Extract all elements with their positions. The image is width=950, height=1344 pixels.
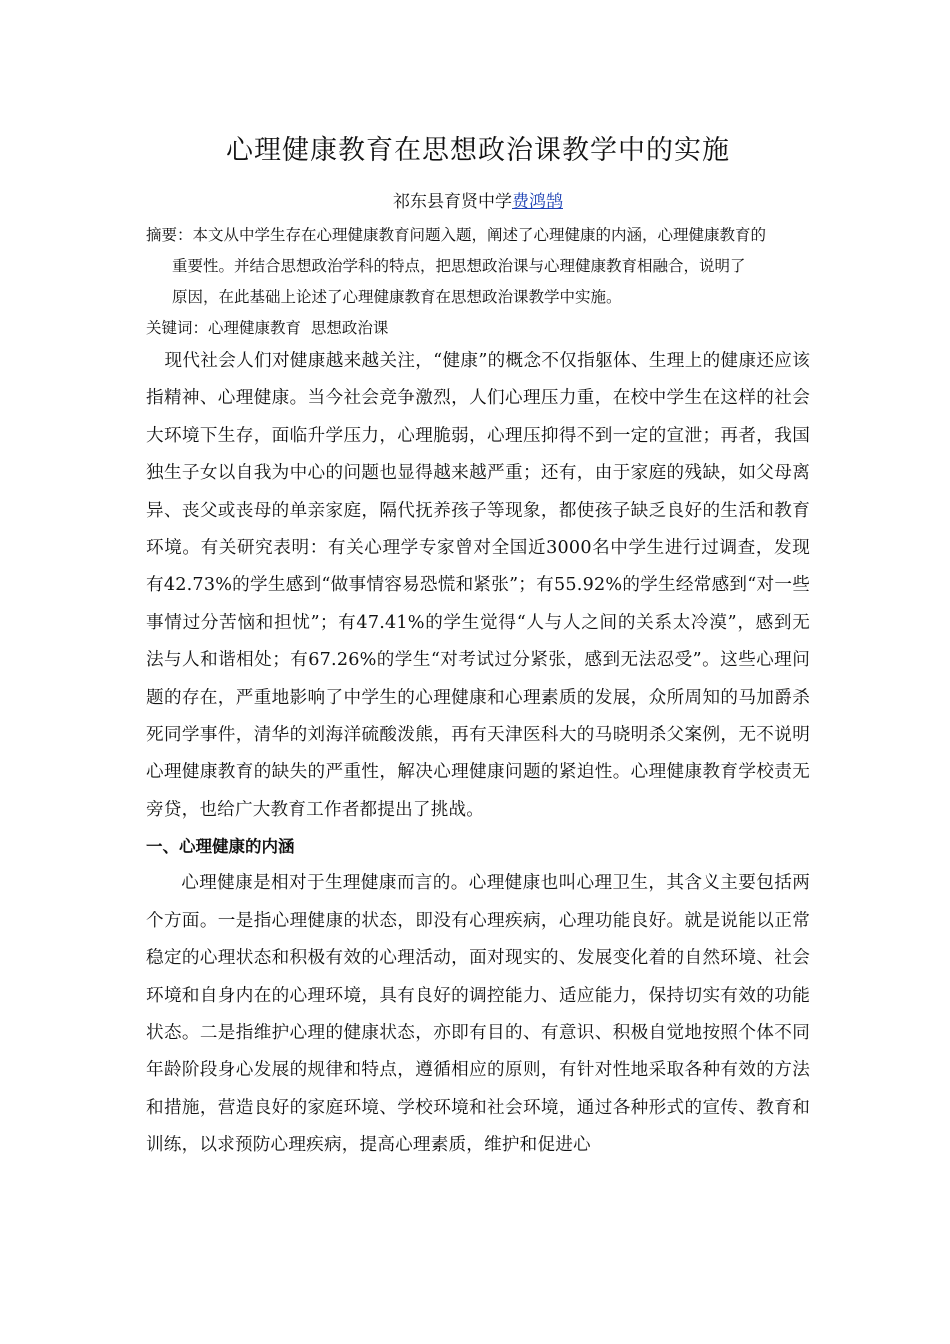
body-paragraph-1: 现代社会人们对健康越来越关注，“健康”的概念不仅指躯体、生理上的健康还应该指精神、心理健康。当今社会竞争激烈，人们心理压力重，在校中学生在这样的社会大环境下生存，面临升学压力，心理脆弱，心理压抑得不到一定的宣泄；再者，我国独生子女以自我为中心的问题也显得越来越严重；还有，由于家庭的残缺，如父母离异、丧父或丧母的单亲家庭，隔代抚养孩子等现象，都使孩子缺乏良好的生活和教育环境。有关研究表明：有关心理学专家曾对全国近3000名中学生进行过调查，发现有42.73%的学生感到“做事情容易恐慌和紧张”；有55.92%的学生经常感到“对一些事情过分苦恼和担忧”；有47.41%的学生觉得“人与人之间的关系太冷漠”，感到无法与人和谐相处；有67.26%的学生“对考试过分紧张，感到无法忍受”。这些心理问题的存在，严重地影响了中学生的心理健康和心理素质的发展，众所周知的马加爵杀死同学事件，清华的刘海洋硫酸泼熊，再有天津医科大的马晓明杀父案例，无不说明心理健康教育的缺失的严重性，解决心理健康问题的紧迫性。心理健康教育学校责无旁贷，也给广大教育工作者都提出了挑战。 — [146, 351, 810, 820]
keywords-text: 心理健康教育 思想政治课 — [208, 319, 389, 337]
author-school: 祁东县育贤中学 — [393, 192, 512, 212]
keywords-label: 关键词： — [146, 319, 209, 337]
abstract-line-1 — [146, 220, 810, 251]
abstract — [146, 220, 810, 313]
abstract-label: 摘要： — [146, 226, 193, 244]
body-paragraph-2: 心理健康是相对于生理健康而言的。心理健康也叫心理卫生，其含义主要包括两个方面。一是指心理健康的状态，即没有心理疾病，心理功能良好。就是说能以正常稳定的心理状态和积极有效的心理活动，面对现实的、发展变化着的自然环境、社会环境和自身内在的心理环境，具有良好的调控能力、适应能力，保持切实有效的功能状态。二是指维护心理的健康状态，亦即有目的、有意识、积极自觉地按照个体不同年龄阶段身心发展的规律和特点，遵循相应的原则，有针对性地采取各种有效的方法和措施，营造良好的家庭环境、学校环境和社会环境，通过各种形式的宣传、教育和训练，以求预防心理疾病，提高心理素质，维护和促进心 — [146, 873, 810, 1156]
abstract-line-2: 重要性。并结合思想政治学科的特点，把思想政治课与心理健康教育相融合，说明了 — [172, 257, 746, 275]
abstract-text-1: 本文从中学生存在心理健康教育问题入题，阐述了心理健康的内涵，心理健康教育的 — [192, 226, 767, 244]
keywords — [146, 313, 810, 343]
page-title: 心理健康教育在思想政治课教学中的实施 — [226, 135, 730, 166]
author-line — [146, 187, 810, 212]
author-name-link[interactable]: 费鸿鹄 — [512, 192, 563, 212]
abstract-line-3: 原因，在此基础上论述了心理健康教育在思想政治课教学中实施。 — [172, 288, 622, 306]
section-heading-1: 一、心理健康的内涵 — [146, 837, 295, 857]
